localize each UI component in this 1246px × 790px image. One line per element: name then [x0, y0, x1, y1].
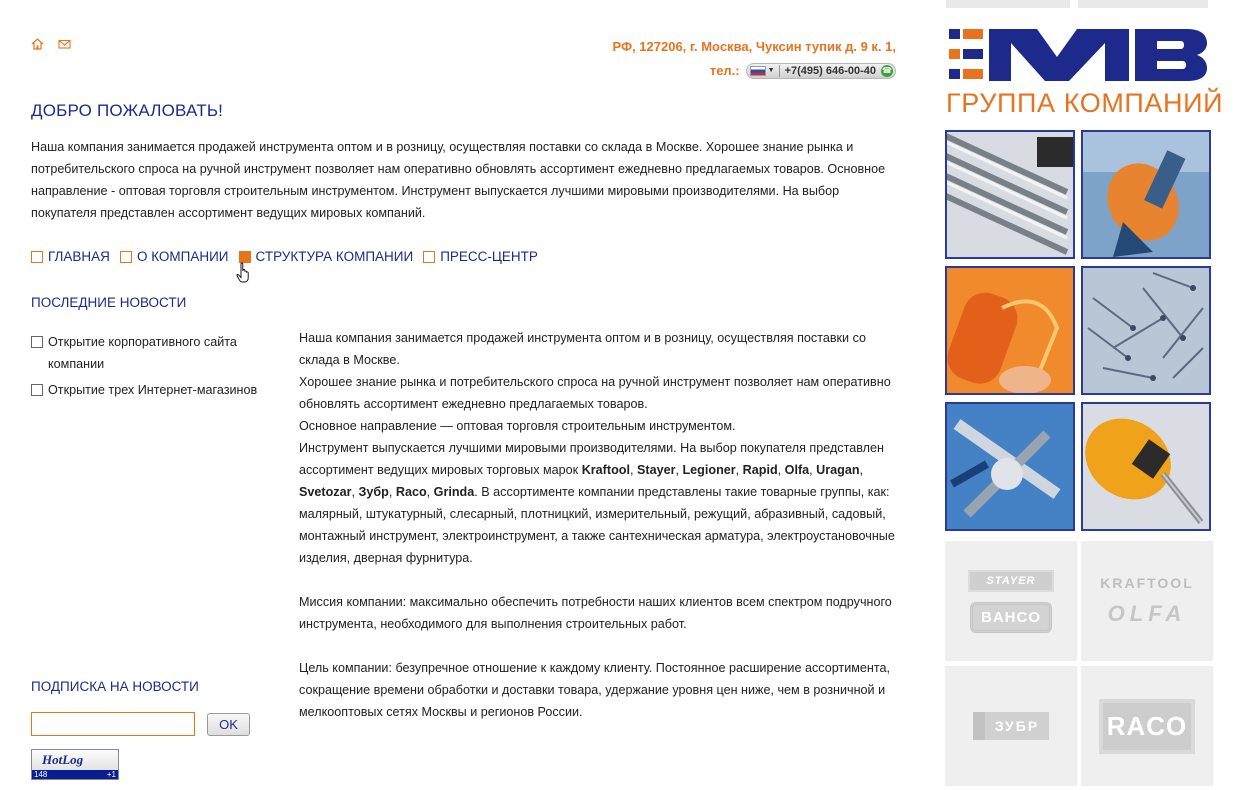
brand-name: Stayer [636, 463, 676, 477]
zubr-logo: ЗУБР [973, 712, 1049, 740]
top-icons [31, 37, 71, 49]
product-tile-drill[interactable] [1081, 402, 1211, 531]
news-bullet-icon [31, 384, 43, 396]
brand-name: Rapid [742, 463, 778, 477]
hotlog-counter[interactable] [31, 749, 119, 780]
news-item-label: Открытие трех Интернет-магазинов [48, 383, 258, 397]
kraftool-logo: KRAFTOOL [1100, 575, 1194, 591]
company-address [612, 35, 896, 83]
nav-item-press[interactable] [423, 249, 538, 264]
phone-line [612, 59, 896, 83]
brand-name: Kraftool [581, 463, 630, 477]
nav-label: ПРЕСС-ЦЕНТР [440, 249, 538, 264]
nav-item-about[interactable] [120, 249, 229, 264]
news-item-label: Открытие корпоративного сайта компании [48, 335, 237, 371]
nav-item-home[interactable] [31, 249, 110, 264]
description-line: Основное направление — оптовая торговля строительным инструментом. [299, 419, 736, 433]
product-tile-paint-roller[interactable] [945, 266, 1075, 395]
nav-label: О КОМПАНИИ [136, 249, 229, 264]
brand-name: Legioner [682, 463, 736, 477]
description-line: Хорошее знание рынка и потребительского спроса на ручной инструмент позволяет нам оперативно обновлять ассортимент ежедневно предлагаемых товаров. [299, 375, 891, 411]
sidebar-tab[interactable] [1078, 0, 1208, 8]
home-icon[interactable] [31, 37, 44, 49]
nav-item-structure[interactable] [239, 249, 414, 264]
stayer-logo: STAYER [968, 570, 1054, 592]
olfa-logo: OLFA [1107, 601, 1187, 626]
chevron-down-icon[interactable]: ▼ [767, 67, 775, 74]
news-list [31, 331, 261, 405]
russia-flag-icon[interactable] [750, 66, 766, 76]
mail-icon[interactable] [58, 37, 71, 49]
company-group-label: ГРУППА КОМПАНИЙ [946, 88, 1224, 118]
subscribe-title: ПОДПИСКА НА НОВОСТИ [31, 679, 199, 694]
brand-tile-zubr[interactable] [945, 666, 1077, 786]
subscribe-email-input[interactable] [31, 712, 195, 736]
description-line: . В ассортименте компании представлены такие товарные группы, как: малярный, штукатурный, слесарный, плотницкий, измерительный, режущий, абразивный, садовый, монтажный инструмент, электроинструмент, а также сантехническая арматура, электроустановочные изделия, дверная фурнитура. [299, 485, 895, 565]
brand-name: Raco [395, 485, 427, 499]
product-tile-drill-bits[interactable] [945, 130, 1075, 259]
brand-name: Olfa [784, 463, 810, 477]
nav-bullet-icon [120, 251, 132, 263]
news-item[interactable] [31, 331, 261, 375]
bahco-logo: BAHCO [970, 602, 1052, 633]
description-line: Инструмент выпускается лучшими мировыми производителями. На выбор покупателя представлен ассортимент ведущих мировых торговых марок [299, 441, 884, 477]
phone-divider [779, 65, 780, 77]
hotlog-stats [32, 770, 118, 779]
brand-name: Зубр [358, 485, 389, 499]
brand-tile-kraftool-olfa[interactable] [1081, 541, 1213, 661]
main-nav [31, 249, 548, 264]
brand-tile-raco[interactable] [1081, 666, 1213, 786]
hotlog-logo: HotLog [42, 752, 84, 767]
page-title: ДОБРО ПОЖАЛОВАТЬ! [31, 101, 224, 120]
raco-logo: RACO [1099, 699, 1196, 754]
product-tile-brush[interactable] [1081, 130, 1211, 259]
brand-tile-stayer-bahco[interactable] [945, 541, 1077, 661]
sidebar [940, 0, 1246, 790]
news-item[interactable] [31, 379, 261, 401]
nav-bullet-icon [423, 251, 435, 263]
hotlog-delta: +1 [106, 770, 116, 779]
nav-label: СТРУКТУРА КОМПАНИИ [255, 249, 414, 264]
subscribe-ok-button[interactable]: OK [207, 713, 250, 736]
address-line: РФ, 127206, г. Москва, Чуксин тупик д. 9 к. 1, [612, 39, 896, 54]
goal-paragraph: Цель компании: безупречное отношение к каждому клиенту. Постоянное расширение ассортимента, сокращение времени обработки и доставки товара, удержание уровня цен ниже, чем в розничной и мелкооптовых сетях Москвы и регионов России. [299, 661, 890, 719]
description-line: Наша компания занимается продажей инструмента оптом и в розницу, осуществляя поставки со склада в Москве. [299, 331, 867, 367]
nav-bullet-icon [31, 251, 43, 263]
product-tile-hand-tools[interactable] [945, 402, 1075, 531]
brand-name: Grinda [433, 485, 475, 499]
hotlog-count: 148 [34, 770, 48, 779]
sidebar-tab[interactable] [946, 0, 1070, 8]
brand-name: Svetozar [299, 485, 352, 499]
product-tile-nails[interactable] [1081, 266, 1211, 395]
intro-text: Наша компания занимается продажей инструмента оптом и в розницу, осуществляя поставки со склада в Москве. Хорошее знание рынка и потребительского спроса на ручной инструмент позволяет нам оперативно обновлять ассортимент ежедневно предлагаемых товаров. Основное направление - оптовая торговля строительным инструментом. Инструмент выпускается лучшими мировыми производителями. На выбор покупателя представлен ассортимент ведущих мировых компаний. [31, 140, 886, 220]
phone-label: тел.: [709, 63, 740, 78]
description-paragraph: Наша компания занимается продажей инструмента оптом и в розницу, осуществляя поставки со склада в Москве. Хорошее знание рынка и потребительского спроса на ручной инструмент позволяет нам оперативно обновлять ассортимент ежедневно предлагаемых товаров. Основное направление — оптовая торговля строительным инструментом. Инструмент выпускается лучшими мировыми производителями. На выбор покупателя представлен ассортимент ведущих мировых торговых марок Kraftool, Stayer, Legioner, Rapid, Olfa, Uragan, Svetozar, Зубр, Raco, Grinda. В ассортименте компании представлены такие товарные группы, как: малярный, штукатурный, слесарный, плотницкий, измерительный, режущий, абразивный, садовый, монтажный инструмент, электроинструмент, а также сантехническая арматура, электроустановочные изделия, дверная фурнитура. [299, 331, 895, 565]
phone-widget[interactable] [746, 63, 896, 79]
phone-number: +7(495) 646-00-40 [784, 65, 876, 77]
news-section-title: ПОСЛЕДНИЕ НОВОСТИ [31, 295, 187, 310]
company-description [299, 327, 899, 745]
company-logo[interactable] [945, 25, 1207, 85]
sidebar-top-tabs [940, 0, 1246, 8]
brand-name: Uragan [816, 463, 860, 477]
nav-bullet-icon [239, 251, 251, 263]
mission-paragraph: Миссия компании: максимально обеспечить потребности наших клиентов всем спектром подручного инструмента, необходимого для выполнения строительных работ. [299, 595, 892, 631]
nav-label: ГЛАВНАЯ [48, 249, 110, 264]
news-bullet-icon [31, 336, 43, 348]
call-icon[interactable]: ☎ [882, 66, 892, 75]
hand-cursor-icon [236, 262, 252, 286]
